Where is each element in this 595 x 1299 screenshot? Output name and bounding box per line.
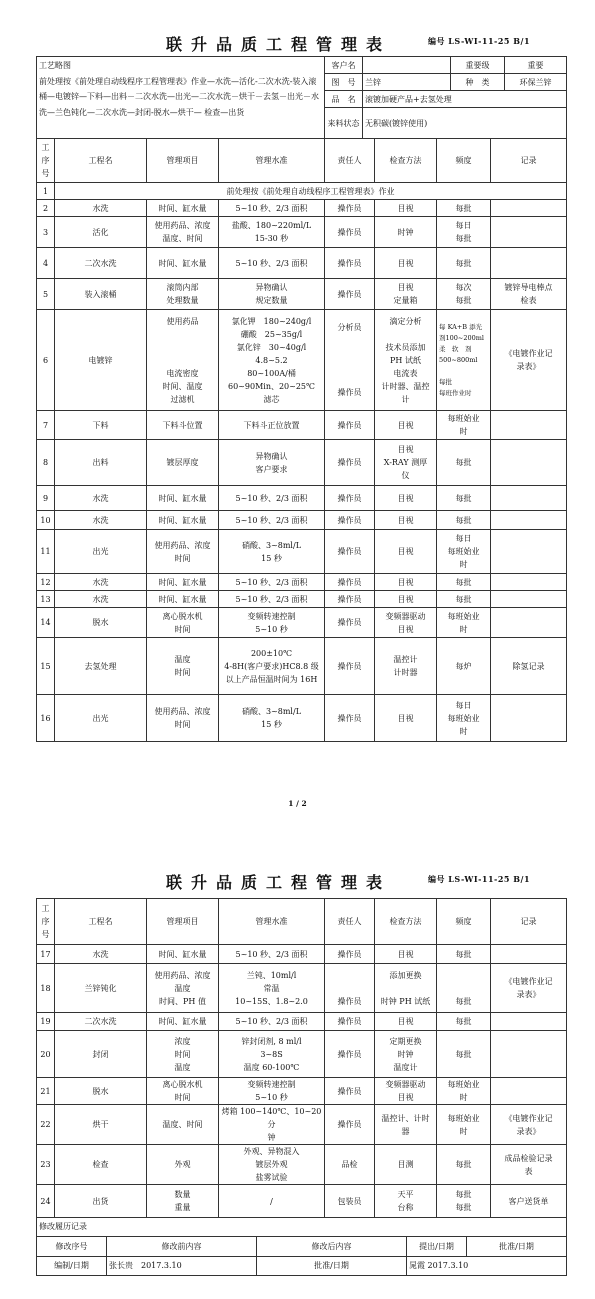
step-frequency: 每批 xyxy=(437,248,491,279)
step-record: 镀锌导电棒点 检表 xyxy=(491,279,567,310)
document-number: 编号 LS-WI-11-25 B/1 xyxy=(428,36,531,46)
col-header-item: 管理项目 xyxy=(147,899,219,945)
col-header-item: 管理项目 xyxy=(147,139,219,183)
step-method: 添加更换 时钟 PH 试纸 xyxy=(375,964,437,1013)
step-name: 烘干 xyxy=(55,1105,147,1145)
step-item: 镀层厚度 xyxy=(147,440,219,486)
step-number: 23 xyxy=(37,1145,55,1185)
step-frequency: 每批 xyxy=(437,574,491,591)
step-method: 时钟 xyxy=(375,217,437,248)
flow-text: 前处理按《前处理自动线程序工程管理表》作业—水洗—活化-二次水洗-装入滚桶—电镀锌—下料—出料－二次水洗—出光—二次水洗－烘干－去氢－出光－水洗—兰色钝化—二次水洗—封闭-脱水—烘干— 检查—出货 xyxy=(39,76,319,117)
step-name: 下料 xyxy=(55,411,147,440)
step-frequency: 每 KA+B 添光 剂100~200ml 柔 软 剂 500~800ml 每批 每班作业时 xyxy=(437,310,491,411)
rev-header-approved: 批准/日期 xyxy=(467,1236,567,1256)
step-frequency: 每日 每班始业 时 xyxy=(437,695,491,742)
step-name: 水洗 xyxy=(55,945,147,964)
importance-value: 重要 xyxy=(505,57,567,74)
step-standard: 200±10℃ 4-8H(客户要求)HC8.8 级 以上产品恒温时间为 16H xyxy=(219,638,325,695)
step-record xyxy=(491,217,567,248)
table-row xyxy=(37,1185,567,1218)
col-header-no: 工序号 xyxy=(37,899,55,945)
step-frequency: 每班始业 时 xyxy=(437,1078,491,1105)
step-method: 目视 xyxy=(375,1013,437,1031)
step-record xyxy=(491,591,567,608)
flow-cell xyxy=(37,57,325,139)
document-title: 联升品质工程管理表 xyxy=(166,35,392,54)
step-standard: 5~10 秒、2/3 面积 xyxy=(219,945,325,964)
step-method: 变频器驱动 目视 xyxy=(375,608,437,638)
table-row xyxy=(37,638,567,695)
step-record: 成品检验记录 表 xyxy=(491,1145,567,1185)
step-method: 温控计 计时器 xyxy=(375,638,437,695)
col-header-responsible: 责任人 xyxy=(325,899,375,945)
step-record xyxy=(491,530,567,574)
step-responsible: 操作员 xyxy=(325,964,375,1013)
step-frequency: 每批 xyxy=(437,1013,491,1031)
step-standard: 硝酸、3~8ml/L 15 秒 xyxy=(219,530,325,574)
step-name: 水洗 xyxy=(55,511,147,530)
step-standard: 变频转速控制 5~10 秒 xyxy=(219,608,325,638)
step-number: 11 xyxy=(37,530,55,574)
step-number: 9 xyxy=(37,486,55,511)
step-standard: 烤箱 100~140℃、10~20 分 钟 xyxy=(219,1105,325,1145)
document-title-2: 联升品质工程管理表 xyxy=(166,873,392,892)
step-responsible: 包装员 xyxy=(325,1185,375,1218)
step-number: 2 xyxy=(37,200,55,217)
made-label: 编制/日期 xyxy=(37,1256,107,1275)
step-method: 目视 xyxy=(375,511,437,530)
step-frequency: 每批 xyxy=(437,1145,491,1185)
step-name: 出光 xyxy=(55,695,147,742)
step-responsible: 操作员 xyxy=(325,511,375,530)
step-item: 离心脱水机 时间 xyxy=(147,608,219,638)
page-number: 1 / 2 xyxy=(288,799,307,808)
step-responsible: 品检 xyxy=(325,1145,375,1185)
step-responsible: 操作员 xyxy=(325,574,375,591)
step-standard: 硝酸、3~8ml/L 15 秒 xyxy=(219,695,325,742)
col-header-method: 检查方法 xyxy=(375,899,437,945)
col-header-name: 工程名 xyxy=(55,899,147,945)
step-standard: 5~10 秒、2/3 面积 xyxy=(219,511,325,530)
step-responsible: 操作员 xyxy=(325,1078,375,1105)
step-name: 封闭 xyxy=(55,1031,147,1078)
col-header-frequency: 频度 xyxy=(437,899,491,945)
step-responsible: 操作员 xyxy=(325,1031,375,1078)
table-row xyxy=(37,279,567,310)
step-frequency: 每批 xyxy=(437,200,491,217)
step-frequency: 每批 xyxy=(437,964,491,1013)
step-record xyxy=(491,486,567,511)
step-method: 目视 xyxy=(375,591,437,608)
step-responsible: 操作员 xyxy=(325,608,375,638)
step-name: 活化 xyxy=(55,217,147,248)
kind-value: 环保兰锌 xyxy=(505,74,567,91)
step-responsible: 操作员 xyxy=(325,486,375,511)
step-method: 目视 xyxy=(375,530,437,574)
step-record xyxy=(491,440,567,486)
table-row xyxy=(37,1105,567,1145)
step-item: 离心脱水机 时间 xyxy=(147,1078,219,1105)
table-row xyxy=(37,310,567,411)
table-row xyxy=(37,1031,567,1078)
step-item: 浓度 时间 温度 xyxy=(147,1031,219,1078)
table-row xyxy=(37,591,567,608)
step-responsible: 操作员 xyxy=(325,945,375,964)
step-number: 1 xyxy=(37,183,55,200)
step-method: 目视 定量箱 xyxy=(375,279,437,310)
header-row xyxy=(37,139,567,183)
step-number: 5 xyxy=(37,279,55,310)
col-header-record: 记录 xyxy=(491,899,567,945)
table-row xyxy=(37,1013,567,1031)
step-responsible: 操作员 xyxy=(325,638,375,695)
col-header-frequency: 频度 xyxy=(437,139,491,183)
step-number: 18 xyxy=(37,964,55,1013)
step-responsible: 操作员 xyxy=(325,411,375,440)
table-row xyxy=(37,217,567,248)
step-record xyxy=(491,945,567,964)
step-method: 滴定分析 技术员添加 PH 试纸 电流表 计时器、温控 计 xyxy=(375,310,437,411)
step-number: 21 xyxy=(37,1078,55,1105)
table-row xyxy=(37,411,567,440)
step-record xyxy=(491,1078,567,1105)
step-frequency: 每批 xyxy=(437,591,491,608)
step-method: 目视 xyxy=(375,248,437,279)
step-method: 目视 xyxy=(375,945,437,964)
step-item: 使用药品、浓度 时间 xyxy=(147,695,219,742)
table-1-wrap xyxy=(36,56,566,139)
step-standard: 外观、异物混入 镀层外观 盐雾试验 xyxy=(219,1145,325,1185)
step-frequency: 每批 xyxy=(437,1031,491,1078)
material-value: 无积碳(镀锌使用) xyxy=(363,108,567,139)
table-3-wrap xyxy=(36,898,566,1276)
step-frequency: 每日 每班始业 时 xyxy=(437,530,491,574)
step-item: 温度、时间 xyxy=(147,1105,219,1145)
step-number: 17 xyxy=(37,945,55,964)
step-frequency: 每班始业 时 xyxy=(437,1105,491,1145)
step-record xyxy=(491,1031,567,1078)
table-row xyxy=(37,945,567,964)
step-frequency: 每批 xyxy=(437,945,491,964)
step-standard: 5~10 秒、2/3 面积 xyxy=(219,1013,325,1031)
step-name: 水洗 xyxy=(55,574,147,591)
step-standard: 5~10 秒、2/3 面积 xyxy=(219,574,325,591)
step-item: 外观 xyxy=(147,1145,219,1185)
step-method: 温控计、计时 器 xyxy=(375,1105,437,1145)
step-method: 变频器驱动 目视 xyxy=(375,1078,437,1105)
step-responsible: 操作员 xyxy=(325,1013,375,1031)
step-responsible: 操作员 xyxy=(325,279,375,310)
step-frequency: 每批 xyxy=(437,440,491,486)
step-standard: 兰钝、10ml/l 常温 10~15S、1.8~2.0 xyxy=(219,964,325,1013)
step-method: 目测 xyxy=(375,1145,437,1185)
rev-header-after: 修改后内容 xyxy=(257,1236,407,1256)
step-number: 15 xyxy=(37,638,55,695)
step-frequency: 每炉 xyxy=(437,638,491,695)
step-number: 14 xyxy=(37,608,55,638)
step-name: 出光 xyxy=(55,530,147,574)
step-record: 《电镀作业记 录表》 xyxy=(491,1105,567,1145)
step-item: 滚筒内部 处理数量 xyxy=(147,279,219,310)
header-2 xyxy=(36,870,566,890)
table-row xyxy=(37,440,567,486)
step-number: 22 xyxy=(37,1105,55,1145)
table-row xyxy=(37,200,567,217)
step-record: 《电镀作业记 录表》 xyxy=(491,964,567,1013)
col-header-method: 检查方法 xyxy=(375,139,437,183)
header-1 xyxy=(36,32,566,52)
step-method: 目视 xyxy=(375,695,437,742)
table-row xyxy=(37,1078,567,1105)
step-responsible: 操作员 xyxy=(325,248,375,279)
step-method: 目视 xyxy=(375,486,437,511)
table-row xyxy=(37,530,567,574)
product-value: 滚镀加硬产品+去氢处理 xyxy=(363,91,567,108)
step-item: 时间、缸水量 xyxy=(147,574,219,591)
step-name: 二次水洗 xyxy=(55,1013,147,1031)
step-item: 时间、缸水量 xyxy=(147,1013,219,1031)
step-standard: 下料斗正位放置 xyxy=(219,411,325,440)
step-item: 温度 时间 xyxy=(147,638,219,695)
document-number-2: 编号 LS-WI-11-25 B/1 xyxy=(428,874,531,884)
step-standard: 锌封闭剂, 8 ml/l 3~8S 温度 60-100℃ xyxy=(219,1031,325,1078)
step-number: 3 xyxy=(37,217,55,248)
step-name: 检查 xyxy=(55,1145,147,1185)
step-item: 时间、缸水量 xyxy=(147,486,219,511)
col-header-responsible: 责任人 xyxy=(325,139,375,183)
col-header-no: 工序号 xyxy=(37,139,55,183)
step-number: 7 xyxy=(37,411,55,440)
step-item: 使用药品、浓度 时间 xyxy=(147,530,219,574)
material-label: 来料状态 xyxy=(325,108,363,139)
step-number: 8 xyxy=(37,440,55,486)
step-record xyxy=(491,1013,567,1031)
step-standard: / xyxy=(219,1185,325,1218)
col-header-record: 记录 xyxy=(491,139,567,183)
rev-header-before: 修改前内容 xyxy=(107,1236,257,1256)
col-header-standard: 管理水准 xyxy=(219,139,325,183)
step-number: 19 xyxy=(37,1013,55,1031)
drawing-value: 兰锌 xyxy=(363,74,451,91)
drawing-label: 图 号 xyxy=(325,74,363,91)
step-item: 使用药品、浓度 温度、时间 xyxy=(147,217,219,248)
step-method: 目视 xyxy=(375,574,437,591)
step-responsible: 操作员 xyxy=(325,530,375,574)
revision-table xyxy=(36,1218,567,1276)
table-row xyxy=(37,574,567,591)
step-record xyxy=(491,200,567,217)
step-item: 时间、缸水量 xyxy=(147,591,219,608)
step-record: 除氢记录 xyxy=(491,638,567,695)
step-responsible: 操作员 xyxy=(325,591,375,608)
step-standard: 5~10 秒、2/3 面积 xyxy=(219,200,325,217)
step-name: 出料 xyxy=(55,440,147,486)
step-method: 目视 xyxy=(375,200,437,217)
step-name: 脱水 xyxy=(55,1078,147,1105)
step-number: 4 xyxy=(37,248,55,279)
step-number: 13 xyxy=(37,591,55,608)
step-frequency: 每批 每批 xyxy=(437,1185,491,1218)
step-record xyxy=(491,511,567,530)
step-item: 时间、缸水量 xyxy=(147,511,219,530)
rev-header-by: 提出/日期 xyxy=(407,1236,467,1256)
step-name: 装入滚桶 xyxy=(55,279,147,310)
rev-header-no: 修改序号 xyxy=(37,1236,107,1256)
step-item: 使用药品 电流密度 时间、温度 过滤机 xyxy=(147,310,219,411)
step-name: 去氢处理 xyxy=(55,638,147,695)
step-record xyxy=(491,574,567,591)
step-responsible: 操作员 xyxy=(325,695,375,742)
revision-title: 修改履历记录 xyxy=(37,1218,567,1236)
info-table xyxy=(36,56,567,139)
step-standard: 5~10 秒、2/3 面积 xyxy=(219,591,325,608)
step-method: 定期更换 时钟 温度计 xyxy=(375,1031,437,1078)
col-header-name: 工程名 xyxy=(55,139,147,183)
step-standard: 5~10 秒、2/3 面积 xyxy=(219,248,325,279)
table-2-wrap xyxy=(36,138,566,742)
made-value: 张长贵 2017.3.10 xyxy=(107,1256,257,1275)
step-frequency: 每批 xyxy=(437,511,491,530)
importance-label: 重要级 xyxy=(451,57,505,74)
table-row xyxy=(37,1145,567,1185)
step-responsible: 操作员 xyxy=(325,1105,375,1145)
step-item: 时间、缸水量 xyxy=(147,945,219,964)
step-number: 24 xyxy=(37,1185,55,1218)
table-row xyxy=(37,511,567,530)
product-label: 品 名 xyxy=(325,91,363,108)
col-header-standard: 管理水准 xyxy=(219,899,325,945)
step-record: 《电镀作业记 录表》 xyxy=(491,310,567,411)
step-method: 目视 X-RAY 测厚 仪 xyxy=(375,440,437,486)
step-item: 时间、缸水量 xyxy=(147,248,219,279)
step-standard: 5~10 秒、2/3 面积 xyxy=(219,486,325,511)
step-number: 12 xyxy=(37,574,55,591)
table-row xyxy=(37,248,567,279)
step-name: 二次水洗 xyxy=(55,248,147,279)
step-record xyxy=(491,248,567,279)
step-standard: 氯化钾 180~240g/l 硼酸 25~35g/l 氯化锌 30~40g/l 4.8~5.2 80~100A/桶 60~90Min、20~25℃ 滤芯 xyxy=(219,310,325,411)
step-record xyxy=(491,411,567,440)
step-responsible: 操作员 xyxy=(325,440,375,486)
step-method: 目视 xyxy=(375,411,437,440)
table-row xyxy=(37,695,567,742)
step-name: 电镀锌 xyxy=(55,310,147,411)
step-responsible: 操作员 xyxy=(325,200,375,217)
step-name: 水洗 xyxy=(55,486,147,511)
table-row xyxy=(37,183,567,200)
step-span-text: 前处理按《前处理自动线程序工程管理表》作业 xyxy=(55,183,567,200)
step-name: 水洗 xyxy=(55,200,147,217)
step-standard: 盐酸、180~220ml/L 15-30 秒 xyxy=(219,217,325,248)
customer-label: 客户名 xyxy=(325,57,363,74)
step-number: 6 xyxy=(37,310,55,411)
step-frequency: 每班始业 时 xyxy=(437,411,491,440)
header-row-2 xyxy=(37,899,567,945)
step-name: 出货 xyxy=(55,1185,147,1218)
step-name: 水洗 xyxy=(55,591,147,608)
step-number: 20 xyxy=(37,1031,55,1078)
process-table-2 xyxy=(36,898,567,1218)
step-frequency: 每班始业 时 xyxy=(437,608,491,638)
step-responsible: 分析员 操作员 xyxy=(325,310,375,411)
step-record xyxy=(491,608,567,638)
approve-label: 批准/日期 xyxy=(257,1256,407,1275)
step-method: 天平 台称 xyxy=(375,1185,437,1218)
step-number: 10 xyxy=(37,511,55,530)
step-record: 客户送货单 xyxy=(491,1185,567,1218)
step-record xyxy=(491,695,567,742)
process-table-1 xyxy=(36,138,567,742)
step-frequency: 每日 每批 xyxy=(437,217,491,248)
approve-value: 晁霞 2017.3.10 xyxy=(407,1256,567,1275)
step-name: 兰锌钝化 xyxy=(55,964,147,1013)
step-item: 下料斗位置 xyxy=(147,411,219,440)
flow-label: 工艺略图 xyxy=(39,61,71,70)
table-row xyxy=(37,964,567,1013)
step-item: 使用药品、浓度 温度 时间、PH 值 xyxy=(147,964,219,1013)
step-number: 16 xyxy=(37,695,55,742)
step-item: 时间、缸水量 xyxy=(147,200,219,217)
step-frequency: 每批 xyxy=(437,486,491,511)
table-row xyxy=(37,608,567,638)
step-frequency: 每次 每批 xyxy=(437,279,491,310)
table-row xyxy=(37,486,567,511)
step-standard: 异物确认 规定数量 xyxy=(219,279,325,310)
step-standard: 异物确认 客户要求 xyxy=(219,440,325,486)
step-item: 数量 重量 xyxy=(147,1185,219,1218)
step-responsible: 操作员 xyxy=(325,217,375,248)
step-name: 脱水 xyxy=(55,608,147,638)
step-standard: 变频转速控制 5~10 秒 xyxy=(219,1078,325,1105)
customer-value xyxy=(363,57,451,74)
kind-label: 种 类 xyxy=(451,74,505,91)
